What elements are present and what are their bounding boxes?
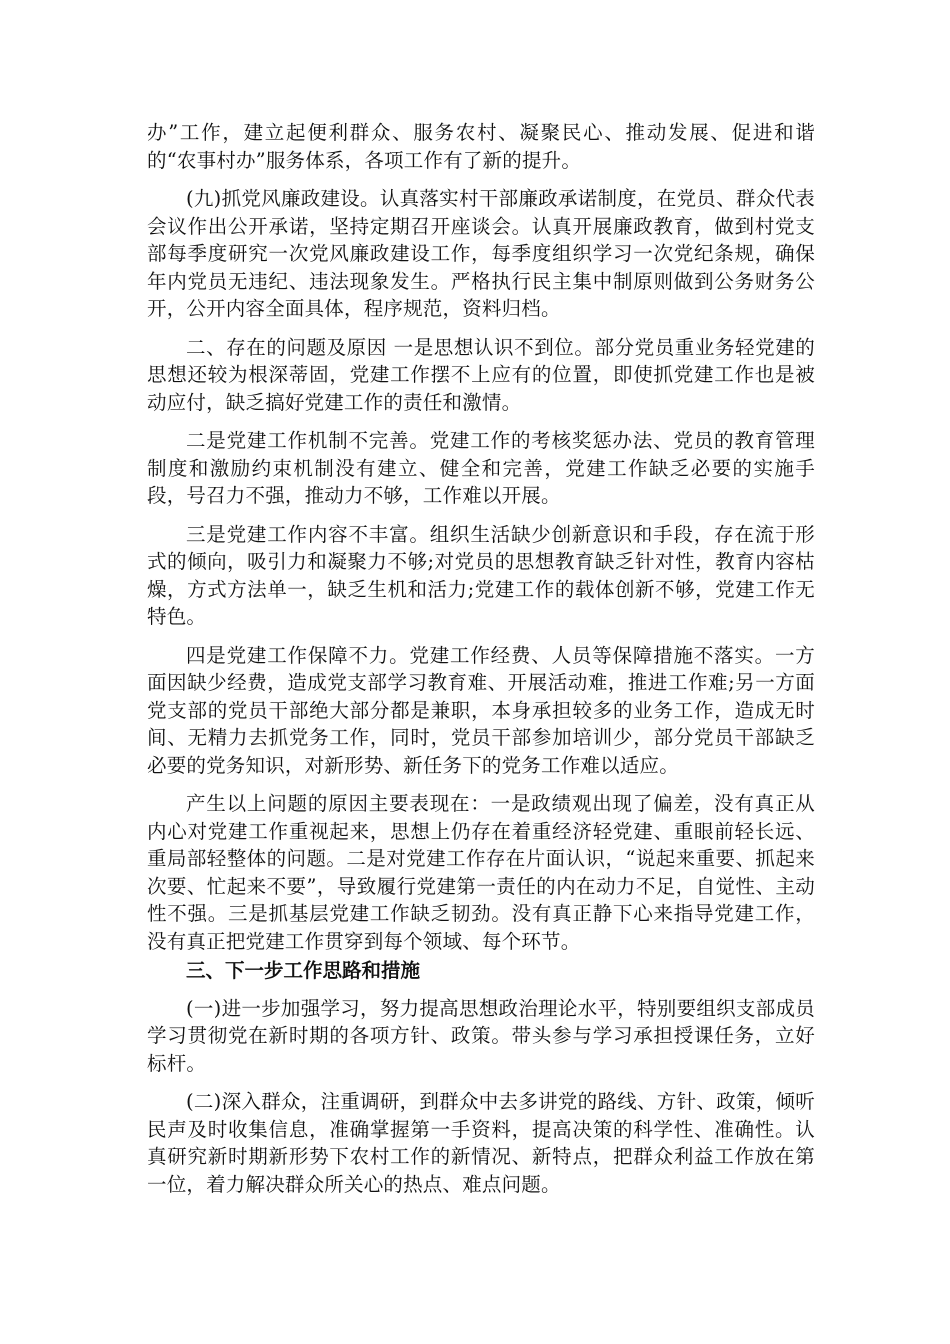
paragraph-mechanism: 二是党建工作机制不完善。党建工作的考核奖惩办法、党员的教育管理制度和激励约束机制没有建立、健全和完善，党建工作缺乏必要的实施手段，号召力不强，推动力不够，工作难以开展。 bbox=[147, 429, 815, 507]
paragraph-continuation: 办”工作，建立起便利群众、服务农村、凝聚民心、推动发展、促进和谐的“农事村办”服务体系，各项工作有了新的提升。 bbox=[147, 121, 815, 172]
paragraph-research: (二)深入群众，注重调研，到群众中去多讲党的路线、方针、政策，倾听民声及时收集信息，准确掌握第一手资料，提高决策的科学性、准确性。认真研究新时期新形势下农村工作的新情况、新特点，把群众利益工作放在第一位，着力解决群众所关心的热点、难点问题。 bbox=[147, 1090, 815, 1196]
paragraph-reasons: 产生以上问题的原因主要表现在：一是政绩观出现了偏差，没有真正从内心对党建工作重视起来，思想上仍存在着重经济轻党建、重眼前轻长远、重局部轻整体的问题。二是对党建工作存在片面认识，“说起来重要、抓起来次要、忙起来不要”，导致履行党建第一责任的内在动力不足，自觉性、主动性不强。三是抓基层党建工作缺乏韧劲。没有真正静下心来指导党建工作，没有真正把党建工作贯穿到每个领域、每个环节。 bbox=[147, 792, 815, 953]
paragraph-study: (一)进一步加强学习，努力提高思想政治理论水平，特别要组织支部成员学习贯彻党在新时期的各项方针、政策。带头参与学习承担授课任务，立好标杆。 bbox=[147, 996, 815, 1075]
paragraph-content: 三是党建工作内容不丰富。组织生活缺少创新意识和手段，存在流于形式的倾向，吸引力和凝聚力不够;对党员的思想教育缺乏针对性，教育内容枯燥，方式方法单一，缺乏生机和活力;党建工作的载体创新不够，党建工作无特色。 bbox=[147, 522, 815, 628]
paragraph-party-integrity: (九)抓党风廉政建设。认真落实村干部廉政承诺制度，在党员、群众代表会议作出公开承诺，坚持定期召开座谈会。认真开展廉政教育，做到村党支部每季度研究一次党风廉政建设工作，每季度组织学习一次党纪条规，确保年内党员无违纪、违法现象发生。严格执行民主集中制原则做到公务财务公开，公开内容全面具体，程序规范，资料归档。 bbox=[147, 187, 815, 320]
paragraph-guarantee: 四是党建工作保障不力。党建工作经费、人员等保障措施不落实。一方面因缺少经费，造成党支部学习教育难、开展活动难，推进工作难;另一方面党支部的党员干部绝大部分都是兼职，本身承担较多的业务工作，造成无时间、无精力去抓党务工作，同时，党员干部参加培训少，部分党员干部缺乏必要的党务知识，对新形势、新任务下的党务工作难以适应。 bbox=[147, 643, 815, 777]
document-page bbox=[147, 119, 815, 1209]
paragraph-problems-causes: 二、存在的问题及原因 一是思想认识不到位。部分党员重业务轻党建的思想还较为根深蒂固，党建工作摆不上应有的位置，即使抓党建工作也是被动应付，缺乏搞好党建工作的责任和激情。 bbox=[147, 335, 815, 414]
section-heading-next-steps: 三、下一步工作思路和措施 bbox=[186, 959, 421, 982]
